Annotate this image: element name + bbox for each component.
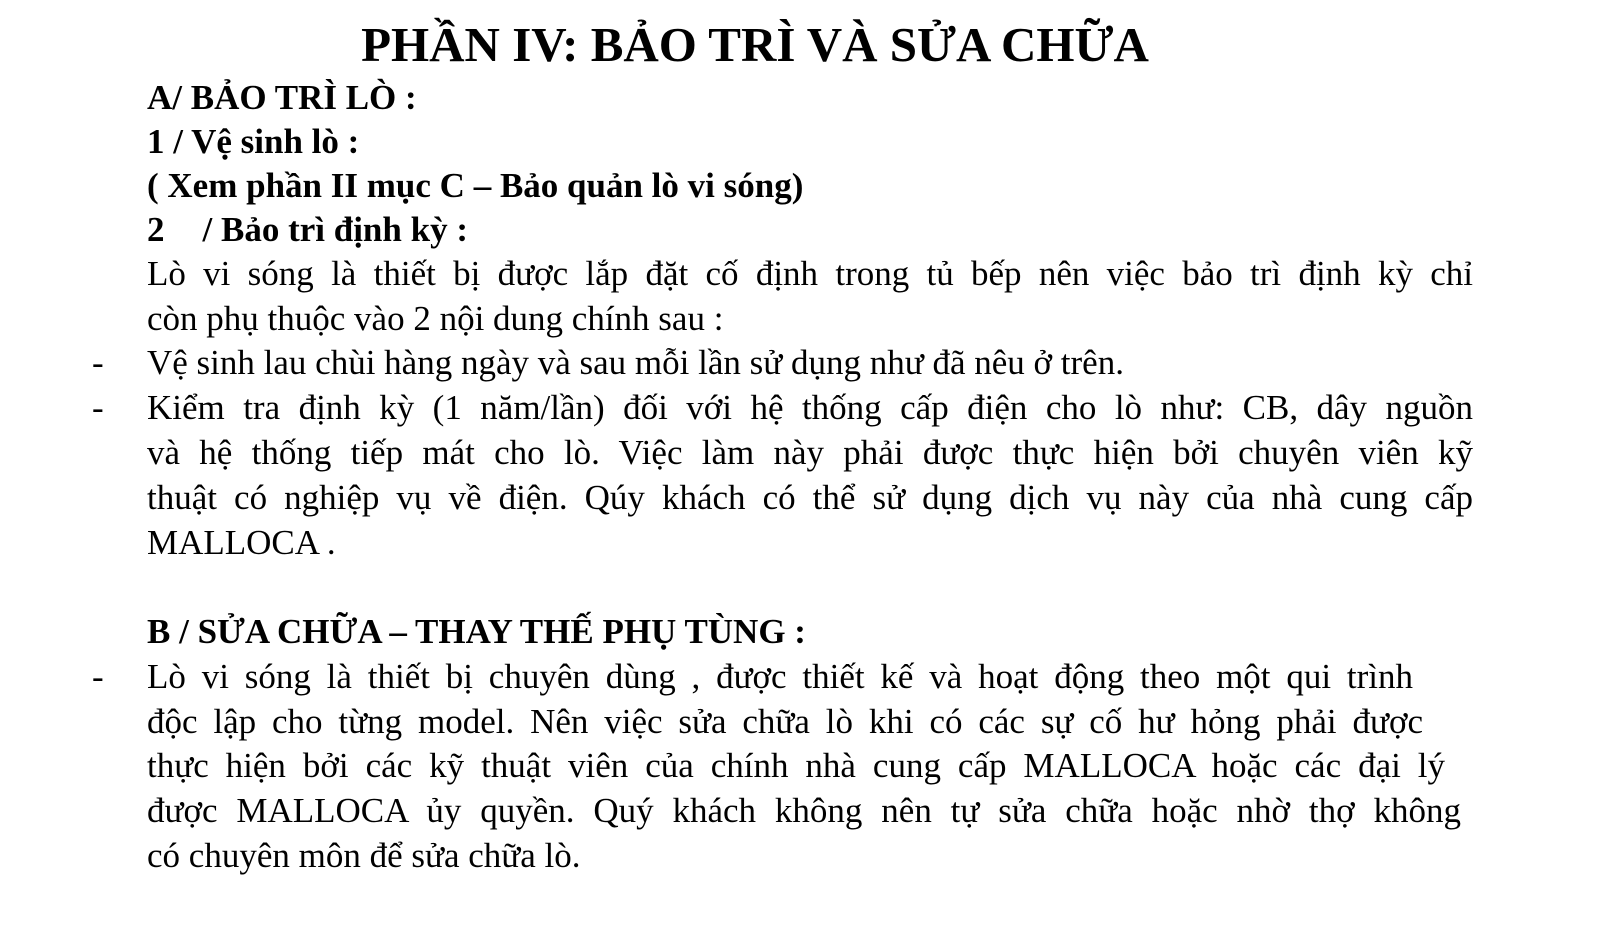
item-1-number: 1 <box>147 122 165 161</box>
section-a-heading: A/ BẢO TRÌ LÒ : <box>147 78 417 117</box>
bullet-line: Vệ sinh lau chùi hàng ngày và sau mỗi lần sử dụng như đã nêu ở trên. <box>147 343 1124 382</box>
item-2-title: / Bảo trì định kỳ : <box>202 210 468 249</box>
item-1-note: ( Xem phần II mục C – Bảo quản lò vi sóng) <box>147 166 804 205</box>
paragraph-line: còn phụ thuộc vào 2 nội dung chính sau : <box>147 299 724 338</box>
bullet-line: được MALLOCA ủy quyền. Quý khách không nên tự sửa chữa hoặc nhờ thợ không <box>147 791 1461 830</box>
bullet-line: thực hiện bởi các kỹ thuật viên của chính nhà cung cấp MALLOCA hoặc các đại lý <box>147 746 1445 785</box>
bullet-line: thuật có nghiệp vụ về điện. Qúy khách có thể sử dụng dịch vụ này của nhà cung cấp <box>147 478 1473 517</box>
bullet-line: MALLOCA . <box>147 523 336 562</box>
item-2-number: 2 <box>147 210 165 249</box>
paragraph-line: Lò vi sóng là thiết bị được lắp đặt cố định trong tủ bếp nên việc bảo trì định kỳ chỉ <box>147 254 1473 293</box>
bullet-dash: - <box>92 388 104 427</box>
page-title: PHẦN IV: BẢO TRÌ VÀ SỬA CHỮA <box>361 17 1149 72</box>
item-2-heading <box>147 212 468 247</box>
item-1-heading <box>147 124 359 159</box>
bullet-line: và hệ thống tiếp mát cho lò. Việc làm này phải được thực hiện bởi chuyên viên kỹ <box>147 433 1473 472</box>
bullet-line: Kiểm tra định kỳ (1 năm/lần) đối với hệ thống cấp điện cho lò như: CB, dây nguồn <box>147 388 1473 427</box>
item-1-title: / Vệ sinh lò : <box>173 122 360 161</box>
bullet-line: Lò vi sóng là thiết bị chuyên dùng , được thiết kế và hoạt động theo một qui trình <box>147 657 1413 696</box>
bullet-dash: - <box>92 343 104 382</box>
bullet-dash: - <box>92 657 104 696</box>
bullet-line: độc lập cho từng model. Nên việc sửa chữa lò khi có các sự cố hư hỏng phải được <box>147 702 1423 741</box>
bullet-line: có chuyên môn để sửa chữa lò. <box>147 836 581 875</box>
section-b-heading: B / SỬA CHỮA – THAY THẾ PHỤ TÙNG : <box>147 612 806 651</box>
